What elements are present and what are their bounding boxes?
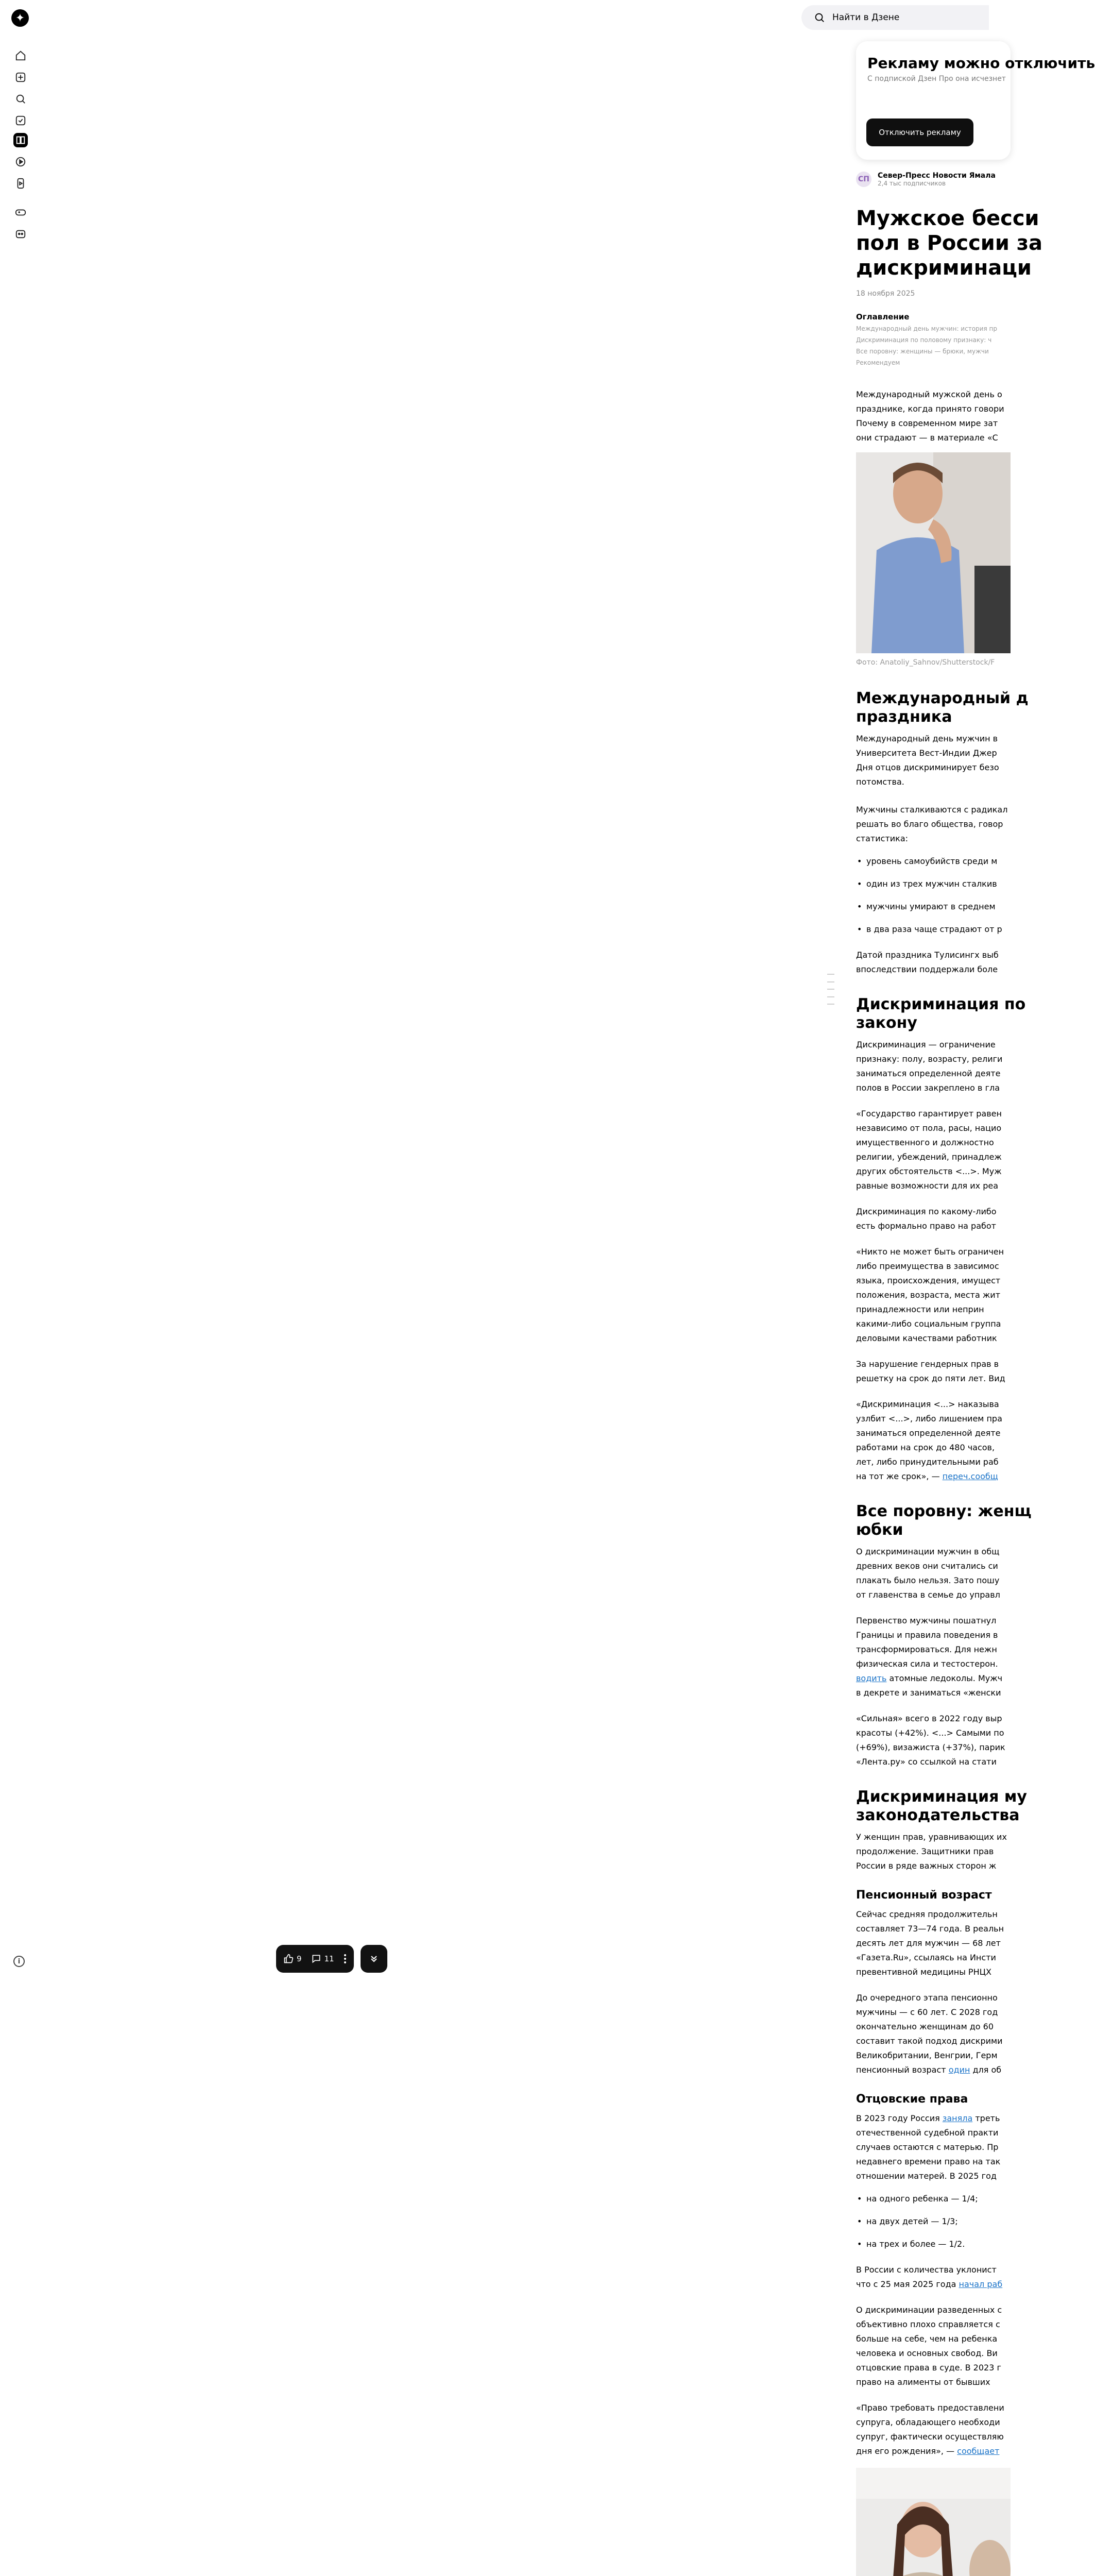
text-line: решать во благо общества, говор xyxy=(856,819,1003,829)
section-heading xyxy=(856,995,1026,1032)
text-line: России в ряде важных сторон ж xyxy=(856,1861,997,1871)
video-icon[interactable] xyxy=(13,155,28,169)
ad-card xyxy=(856,41,1095,160)
text-line: Сейчас средняя продолжительн xyxy=(856,1909,998,1919)
text-line: работами на срок до 480 часов, xyxy=(856,1443,995,1452)
quote-paragraph xyxy=(856,2401,1011,2459)
scroll-down-button[interactable] xyxy=(361,1945,387,1973)
subsection-heading: Пенсионный возраст xyxy=(856,1889,992,1902)
text-line: «Право требовать предоставлени xyxy=(856,2403,1004,2413)
home-icon[interactable] xyxy=(13,48,28,63)
text-line: окончательно женщинам до 60 xyxy=(856,2022,994,2031)
text-line: право на алименты от бывших xyxy=(856,2377,990,2387)
list-item: • на двух детей — 1/3; xyxy=(856,2214,1011,2229)
text-line: человека и основных свобод. Ви xyxy=(856,2348,998,2358)
text-line: «Государство гарантирует равен xyxy=(856,1109,1002,1118)
text-span: дня его рождения», — xyxy=(856,2446,957,2456)
text-line: потомства. xyxy=(856,777,904,787)
text-line: заниматься определенной деяте xyxy=(856,1069,1001,1078)
text-line xyxy=(856,2111,1011,2126)
text-line: равные возможности для их реа xyxy=(856,1181,999,1191)
info-icon[interactable]: i xyxy=(13,1956,25,1967)
text-span: В 2023 году Россия xyxy=(856,2113,943,2123)
paragraph xyxy=(856,2263,1011,2292)
channel-subscribers: 2,4 тыс подписчиков xyxy=(878,180,946,187)
text-line: лет, либо принудительными раб xyxy=(856,1457,999,1467)
section-heading xyxy=(856,1502,1032,1539)
publish-date: 18 ноября 2025 xyxy=(856,290,915,298)
list-item: • в два раза чаще страдают от р xyxy=(856,922,1011,937)
sidebar xyxy=(0,0,41,2576)
text-line: признаку: полу, возрасту, религи xyxy=(856,1054,1003,1064)
text-line: «Сильная» всего в 2022 году выр xyxy=(856,1714,1002,1723)
text-line: Датой праздника Тулисингх выб xyxy=(856,950,999,960)
toc-item[interactable]: Рекомендуем xyxy=(856,359,900,366)
text-line: какими-либо социальным группа xyxy=(856,1319,1001,1329)
text-line: Мужчины сталкиваются с радикал xyxy=(856,805,1008,815)
list-item: • на трех и более — 1/2. xyxy=(856,2237,1011,2251)
text-line: заниматься определенной деяте xyxy=(856,1428,1001,1438)
paragraph xyxy=(856,803,1011,846)
disable-ads-button[interactable]: Отключить рекламу xyxy=(866,118,973,146)
more-button[interactable] xyxy=(344,1954,347,1964)
text-line: (+69%), визажиста (+37%), парик xyxy=(856,1742,1005,1752)
paragraph xyxy=(856,1038,1011,1095)
heading-line: праздника xyxy=(856,708,952,726)
text-line: Первенство мужчины пошатнул xyxy=(856,1616,997,1625)
ad-subtitle: С подпиской Дзен Про она исчезнет xyxy=(867,75,1006,83)
text-line xyxy=(856,2277,1011,2292)
text-line: статистика: xyxy=(856,834,909,843)
bullet-list xyxy=(856,2192,1011,2251)
text-line: За нарушение гендерных прав в xyxy=(856,1359,999,1369)
text-line: независимо от пола, расы, нацио xyxy=(856,1123,1002,1133)
like-button[interactable] xyxy=(283,1954,302,1964)
quote-paragraph xyxy=(856,1107,1011,1193)
text-line: супруг, фактически осуществляю xyxy=(856,2432,1004,2442)
text-line: красоты (+42%). <...> Самыми по xyxy=(856,1728,1004,1738)
text-line: О дискриминации мужчин в общ xyxy=(856,1547,1000,1556)
paragraph xyxy=(856,732,1011,789)
drag-handle[interactable] xyxy=(827,974,834,1005)
subsection-heading: Отцовские права xyxy=(856,2093,968,2106)
text-line: мужчины — с 60 лет. С 2028 год xyxy=(856,2007,998,2017)
heading-line: юбки xyxy=(856,1521,903,1539)
text-line: продолжение. Защитники прав xyxy=(856,1846,994,1856)
comment-icon xyxy=(311,1954,321,1964)
text-line: У женщин прав, уравнивающих их xyxy=(856,1832,1007,1842)
toc-item[interactable]: Все поровну: женщины — брюки, мужчи xyxy=(856,348,989,355)
text-line: В России с количества уклонист xyxy=(856,2265,997,2275)
text-line: отцовские права в суде. В 2023 г xyxy=(856,2363,1001,2372)
toc-title: Оглавление xyxy=(856,312,910,321)
text-line: Дня отцов дискриминирует безо xyxy=(856,762,999,772)
text-line: впоследствии поддержали боле xyxy=(856,964,998,974)
text-line: объективно плохо справляется с xyxy=(856,2319,1000,2329)
text-line: древних веков они считались си xyxy=(856,1561,998,1571)
text-line: Почему в современном мире зат xyxy=(856,418,998,428)
bullet-list xyxy=(856,854,1011,937)
source-link[interactable]: один xyxy=(948,2065,970,2075)
subscriptions-icon[interactable] xyxy=(13,113,28,128)
heading-line: Все поровну: женщ xyxy=(856,1502,1032,1520)
text-line: Дискриминация — ограничение xyxy=(856,1040,996,1049)
source-link[interactable]: заняла xyxy=(942,2113,973,2123)
section-heading xyxy=(856,1788,1027,1825)
text-line: плакать было нельзя. Зато пошу xyxy=(856,1575,1000,1585)
search-bar[interactable] xyxy=(801,5,989,30)
text-line: деловыми качествами работник xyxy=(856,1333,997,1343)
text-line: «Дискриминация <...> наказыва xyxy=(856,1399,999,1409)
comments-button[interactable] xyxy=(311,1954,334,1964)
thumbs-up-icon xyxy=(283,1954,294,1964)
source-link[interactable]: переч.сообщ xyxy=(942,1471,998,1481)
text-line: других обстоятельств <...>. Муж xyxy=(856,1166,1002,1176)
text-line: превентивной медицины РНЦХ xyxy=(856,1967,991,1977)
article-title xyxy=(856,206,1043,280)
text-line: либо преимущества в зависимос xyxy=(856,1261,999,1271)
text-line: есть формально право на работ xyxy=(856,1221,996,1231)
search-icon[interactable] xyxy=(13,92,28,106)
paragraph xyxy=(856,1907,1011,1979)
text-line: языка, происхождения, имущест xyxy=(856,1276,1001,1285)
list-item: • мужчины умирают в среднем xyxy=(856,900,1011,914)
toc-item[interactable]: Международный день мужчин: история пр xyxy=(856,325,997,332)
title-line: Мужское бесси xyxy=(856,207,1039,230)
paragraph xyxy=(856,1991,1011,2077)
paragraph xyxy=(856,2303,1011,2389)
source-link[interactable]: начал раб xyxy=(959,2279,1003,2289)
text-line: религии, убеждений, принадлеж xyxy=(856,1152,1002,1162)
text-line: случаев остаются с матерью. Пр xyxy=(856,2142,999,2152)
articles-icon[interactable] xyxy=(13,133,28,147)
title-line: дискриминаци xyxy=(856,256,1032,280)
text-span: треть xyxy=(972,2113,1000,2123)
toc-item[interactable]: Дискриминация по половому признаку: ч xyxy=(856,336,992,344)
likes-count: 9 xyxy=(297,1954,302,1963)
paragraph xyxy=(856,1545,1011,1602)
text-line: отечественной судебной практи xyxy=(856,2128,999,2138)
article-action-bar xyxy=(276,1945,354,1973)
section-heading xyxy=(856,689,1029,726)
list-item: • на одного ребенка — 1/4; xyxy=(856,2192,1011,2206)
text-line: О дискриминации разведенных с xyxy=(856,2305,1002,2315)
text-line: Университета Вест-Индии Джер xyxy=(856,748,997,758)
heading-line: Дискриминация по xyxy=(856,995,1026,1013)
ad-title: Рекламу можно отключить xyxy=(867,55,1095,72)
text-line: Международный день мужчин в xyxy=(856,734,998,743)
text-line: «Никто не может быть ограничен xyxy=(856,1247,1004,1257)
heading-line: Международный д xyxy=(856,689,1029,707)
text-span: что с 25 мая 2025 года xyxy=(856,2279,959,2289)
text-line: составляет 73—74 года. В реальн xyxy=(856,1924,1004,1934)
photo-caption: Фото: Anatoliy_Sahnov/Shutterstock/F xyxy=(856,658,995,667)
source-link[interactable]: водить xyxy=(856,1673,887,1683)
comments-count: 11 xyxy=(324,1954,334,1963)
text-line: больше на себе, чем на ребенка xyxy=(856,2334,998,2344)
text-span: пенсионный возраст xyxy=(856,2065,949,2075)
text-line xyxy=(856,2444,1011,2459)
text-line: Дискриминация по какому-либо xyxy=(856,1207,997,1216)
shorts-icon[interactable] xyxy=(13,176,28,191)
text-line: полов в России закреплено в гла xyxy=(856,1083,1000,1093)
text-line: трансформироваться. Для нежн xyxy=(856,1645,997,1654)
paragraph xyxy=(856,1614,1011,1700)
paragraph xyxy=(856,1205,1011,1233)
text-line: физическая сила и тестостерон. xyxy=(856,1659,998,1669)
text-line: Великобритании, Венгрии, Герм xyxy=(856,2050,998,2060)
search-input[interactable] xyxy=(832,12,966,23)
text-line: решетку на срок до пяти лет. Вид xyxy=(856,1374,1005,1383)
text-line: принадлежности или неприн xyxy=(856,1304,984,1314)
kids-icon[interactable] xyxy=(13,227,28,241)
text-line: Международный мужской день о xyxy=(856,389,1002,399)
paragraph xyxy=(856,1357,1011,1386)
text-line: До очередного этапа пенсионно xyxy=(856,1993,998,2003)
paragraph xyxy=(856,948,1011,977)
text-line: десять лет для мужчин — 68 лет xyxy=(856,1938,1001,1948)
text-line: в декрете и заниматься «женски xyxy=(856,1688,1001,1698)
text-line: положения, возраста, места жит xyxy=(856,1290,1001,1300)
heading-line: закону xyxy=(856,1014,917,1032)
text-span: на тот же срок», — xyxy=(856,1471,943,1481)
list-item: • уровень самоубийств среди м xyxy=(856,854,1011,869)
text-line: празднике, когда принято говори xyxy=(856,404,1004,414)
search-icon xyxy=(814,12,825,23)
text-span: атомные ледоколы. Мужч xyxy=(889,1673,1003,1683)
channel-header[interactable] xyxy=(856,170,1011,189)
quote-paragraph xyxy=(856,1711,1011,1769)
text-line: Границы и правила поведения в xyxy=(856,1630,998,1640)
games-icon[interactable] xyxy=(13,205,28,219)
heading-line: Дискриминация му xyxy=(856,1788,1027,1806)
article-photo-woman[interactable] xyxy=(856,2468,1011,2576)
source-link[interactable]: сообщает xyxy=(957,2446,1000,2456)
text-line: имущественного и должностно xyxy=(856,1138,994,1147)
text-line xyxy=(856,1469,1011,1484)
more-vertical-icon xyxy=(344,1954,347,1964)
chevron-double-down-icon xyxy=(369,1954,379,1964)
quote-paragraph xyxy=(856,1397,1011,1484)
title-line: пол в России за xyxy=(856,231,1043,255)
text-line: супруга, обладающего необходи xyxy=(856,2417,1000,2427)
text-line xyxy=(856,2063,1011,2077)
text-line: «Лента.ру» со ссылкой на стати xyxy=(856,1757,997,1767)
text-line xyxy=(856,1671,1011,1686)
text-span: для об xyxy=(970,2065,1002,2075)
text-line: они страдают — в материале «С xyxy=(856,433,998,443)
intro-paragraph xyxy=(856,387,1011,445)
article xyxy=(856,170,1043,2576)
text-line: от главенства в семье до управл xyxy=(856,1590,1000,1600)
list-item: • один из трех мужчин сталкив xyxy=(856,877,1011,891)
paragraph xyxy=(856,2111,1011,2183)
text-line: узлбит <...>, либо лишением пра xyxy=(856,1414,1002,1423)
avatar[interactable]: СП xyxy=(856,172,871,187)
article-photo-man[interactable] xyxy=(856,452,1011,653)
paragraph xyxy=(856,1830,1011,1873)
text-line: недавнего времени право на так xyxy=(856,2157,1001,2166)
channel-name[interactable]: Север-Пресс Новости Ямала xyxy=(878,172,996,180)
feed-icon[interactable] xyxy=(13,70,28,84)
heading-line: законодательства xyxy=(856,1806,1020,1824)
dzen-logo-icon[interactable]: ✦ xyxy=(11,9,29,27)
text-line: «Газета.Ru», ссылаясь на Инсти xyxy=(856,1953,996,1962)
text-line: составит такой подход дискрими xyxy=(856,2036,1003,2046)
quote-paragraph xyxy=(856,1245,1011,1346)
text-line: отношении матерей. В 2025 год xyxy=(856,2171,997,2181)
